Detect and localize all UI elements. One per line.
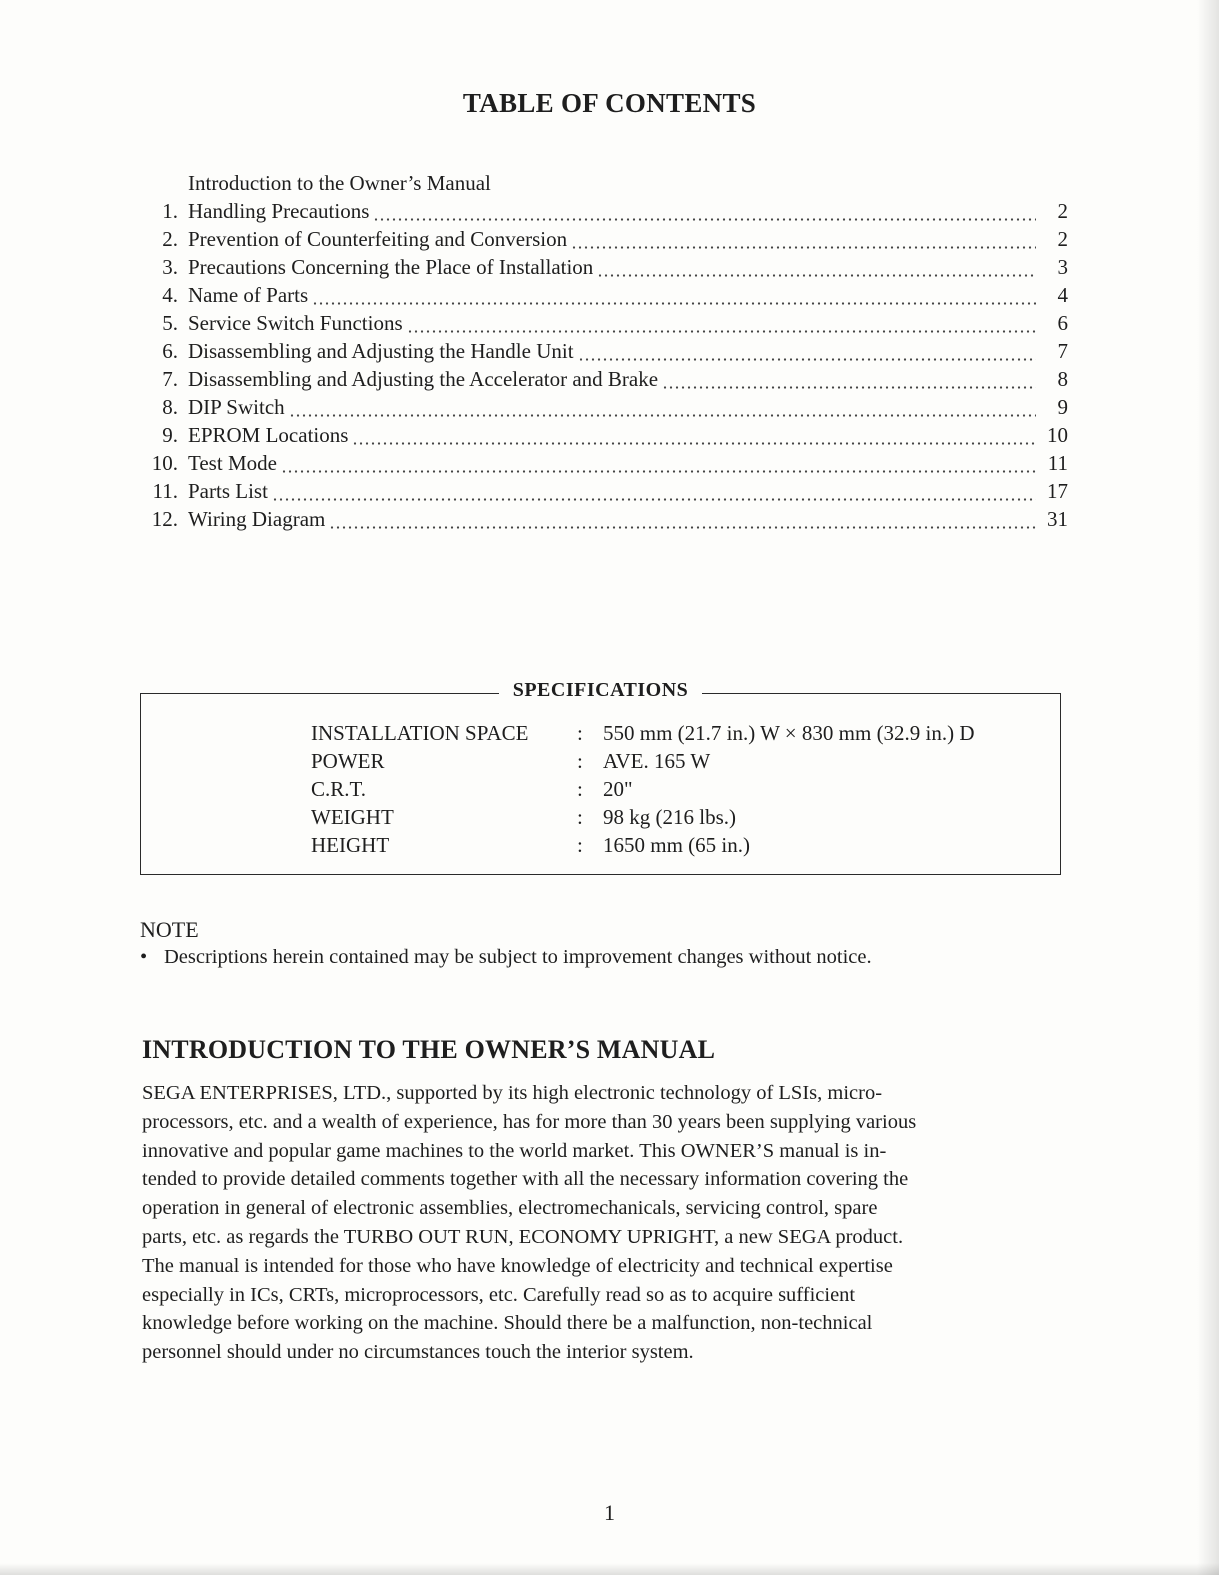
toc-leader-dots — [289, 413, 1036, 418]
spec-row — [311, 777, 633, 805]
toc-leader-dots — [352, 441, 1036, 446]
toc-item-page: 6 — [1057, 311, 1068, 335]
intro-line: SEGA ENTERPRISES, LTD., supported by its high electronic technology of LSIs, micro- — [142, 1082, 883, 1104]
toc-item-label: Name of Parts — [188, 283, 309, 307]
specifications-title: SPECIFICATIONS — [499, 679, 703, 701]
note-title: NOTE — [140, 917, 199, 942]
toc-title: TABLE OF CONTENTS — [462, 88, 757, 118]
toc-item-label: Prevention of Counterfeiting and Conversion — [188, 227, 568, 251]
toc-leader-dots — [312, 301, 1036, 306]
spec-key: C.R.T. — [311, 777, 367, 801]
toc-item-label: Disassembling and Adjusting the Handle Unit — [188, 339, 574, 363]
toc-intro-entry: Introduction to the Owner’s Manual — [188, 171, 491, 195]
note-item — [140, 946, 872, 969]
toc-item-number: 11. — [152, 479, 178, 503]
toc-leader-dots — [281, 469, 1036, 474]
intro-line: parts, etc. as regards the TURBO OUT RUN, ECONOMY UPRIGHT, a new SEGA product. — [142, 1225, 904, 1248]
intro-line: knowledge before working on the machine. Should there be a malfunction, non-technical — [142, 1312, 873, 1335]
intro-body — [142, 1079, 1072, 1367]
page-edge-shadow — [1197, 0, 1219, 1575]
toc-item-number: 9. — [162, 423, 178, 447]
spec-value: 550 mm (21.7 in.) W × 830 mm (32.9 in.) D — [603, 721, 975, 745]
spec-row — [311, 749, 710, 777]
toc-leader-dots — [272, 497, 1036, 502]
toc-item-page: 2 — [1057, 227, 1068, 251]
intro-line: especially in ICs, CRTs, microprocessors, etc. Carefully read so as to acquire sufficient — [142, 1283, 856, 1306]
toc-item-page: 4 — [1057, 283, 1068, 307]
toc-item-label: Service Switch Functions — [188, 311, 403, 335]
toc-item — [140, 451, 1068, 479]
toc-item-label: Wiring Diagram — [188, 507, 326, 531]
toc-item-page: 8 — [1057, 367, 1068, 391]
toc-leader-dots — [578, 357, 1036, 362]
toc-leader-dots — [597, 273, 1036, 278]
intro-line: The manual is intended for those who have knowledge of electricity and technical expertise — [142, 1254, 893, 1277]
spec-row — [311, 833, 750, 861]
bullet-icon: • — [140, 946, 148, 968]
page-number: 1 — [604, 1500, 615, 1525]
spec-key: INSTALLATION SPACE — [311, 721, 529, 745]
toc-item-page: 17 — [1047, 479, 1068, 503]
intro-line: processors, etc. and a wealth of experience, has for more than 30 years been supplying various — [142, 1110, 917, 1133]
toc-leader-dots — [329, 525, 1036, 530]
spec-value: 20" — [603, 777, 633, 801]
toc-item — [140, 367, 1068, 395]
toc-item-page: 7 — [1057, 339, 1068, 363]
toc-item — [140, 423, 1068, 451]
spec-key: WEIGHT — [311, 805, 394, 829]
toc-item — [140, 283, 1068, 311]
toc-list — [140, 199, 1068, 535]
toc-leader-dots — [407, 329, 1036, 334]
spec-colon: : — [577, 721, 583, 745]
spec-row — [311, 721, 975, 749]
toc-item-number: 4. — [162, 283, 178, 307]
toc-item — [140, 479, 1068, 507]
toc-leader-dots — [571, 245, 1036, 250]
toc-item-label: Parts List — [188, 479, 268, 503]
toc-item — [140, 339, 1068, 367]
toc-item-number: 12. — [151, 507, 178, 531]
toc-item-number: 1. — [162, 199, 178, 223]
toc-item-label: DIP Switch — [188, 395, 285, 419]
toc-item-label: Disassembling and Adjusting the Accelerator and Brake — [188, 367, 659, 391]
intro-line: operation in general of electronic assemblies, electromechanicals, servicing control, spare — [142, 1197, 878, 1220]
spec-value: AVE. 165 W — [603, 749, 711, 773]
intro-line: personnel should under no circumstances touch the interior system. — [142, 1341, 694, 1364]
toc-item — [140, 311, 1068, 339]
toc-item-number: 7. — [162, 367, 178, 391]
spec-row — [311, 805, 736, 833]
toc-item — [140, 395, 1068, 423]
specifications-heading — [141, 679, 1060, 702]
toc-item-number: 5. — [162, 311, 178, 335]
toc-item-page: 2 — [1057, 199, 1068, 223]
toc-item-page: 31 — [1047, 507, 1068, 531]
intro-line: tended to provide detailed comments together with all the necessary information covering the — [142, 1168, 909, 1191]
toc-item — [140, 507, 1068, 535]
spec-colon: : — [577, 749, 583, 773]
toc-item-page: 10 — [1047, 423, 1068, 447]
toc-item-number: 6. — [162, 339, 178, 363]
toc-item — [140, 255, 1068, 283]
toc-item-number: 8. — [162, 395, 178, 419]
specifications-box — [140, 679, 1061, 875]
toc-item-page: 9 — [1057, 395, 1068, 419]
toc-leader-dots — [373, 217, 1036, 222]
toc-item — [140, 227, 1068, 255]
spec-colon: : — [577, 777, 583, 801]
toc-item-number: 3. — [162, 255, 178, 279]
spec-value: 1650 mm (65 in.) — [603, 833, 750, 857]
toc-item-page: 11 — [1047, 451, 1068, 475]
toc-item-number: 2. — [162, 227, 178, 251]
toc-item-label: Test Mode — [188, 451, 277, 475]
toc-item-label: EPROM Locations — [188, 423, 349, 447]
toc-item — [140, 199, 1068, 227]
spec-colon: : — [577, 833, 583, 857]
spec-colon: : — [577, 805, 583, 829]
toc-item-label: Precautions Concerning the Place of Installation — [188, 255, 594, 279]
toc-item-number: 10. — [151, 451, 178, 475]
page-bottom-shadow — [0, 1563, 1219, 1575]
toc-leader-dots — [662, 385, 1036, 390]
spec-key: HEIGHT — [311, 833, 390, 857]
intro-title: INTRODUCTION TO THE OWNER’S MANUAL — [142, 1035, 716, 1064]
intro-line: innovative and popular game machines to the world market. This OWNER’S manual is in- — [142, 1139, 887, 1162]
note-text: Descriptions herein contained may be subject to improvement changes without notice. — [164, 946, 872, 968]
toc-item-label: Handling Precautions — [188, 199, 370, 223]
spec-key: POWER — [311, 749, 385, 773]
toc-item-page: 3 — [1057, 255, 1068, 279]
spec-value: 98 kg (216 lbs.) — [603, 805, 736, 829]
